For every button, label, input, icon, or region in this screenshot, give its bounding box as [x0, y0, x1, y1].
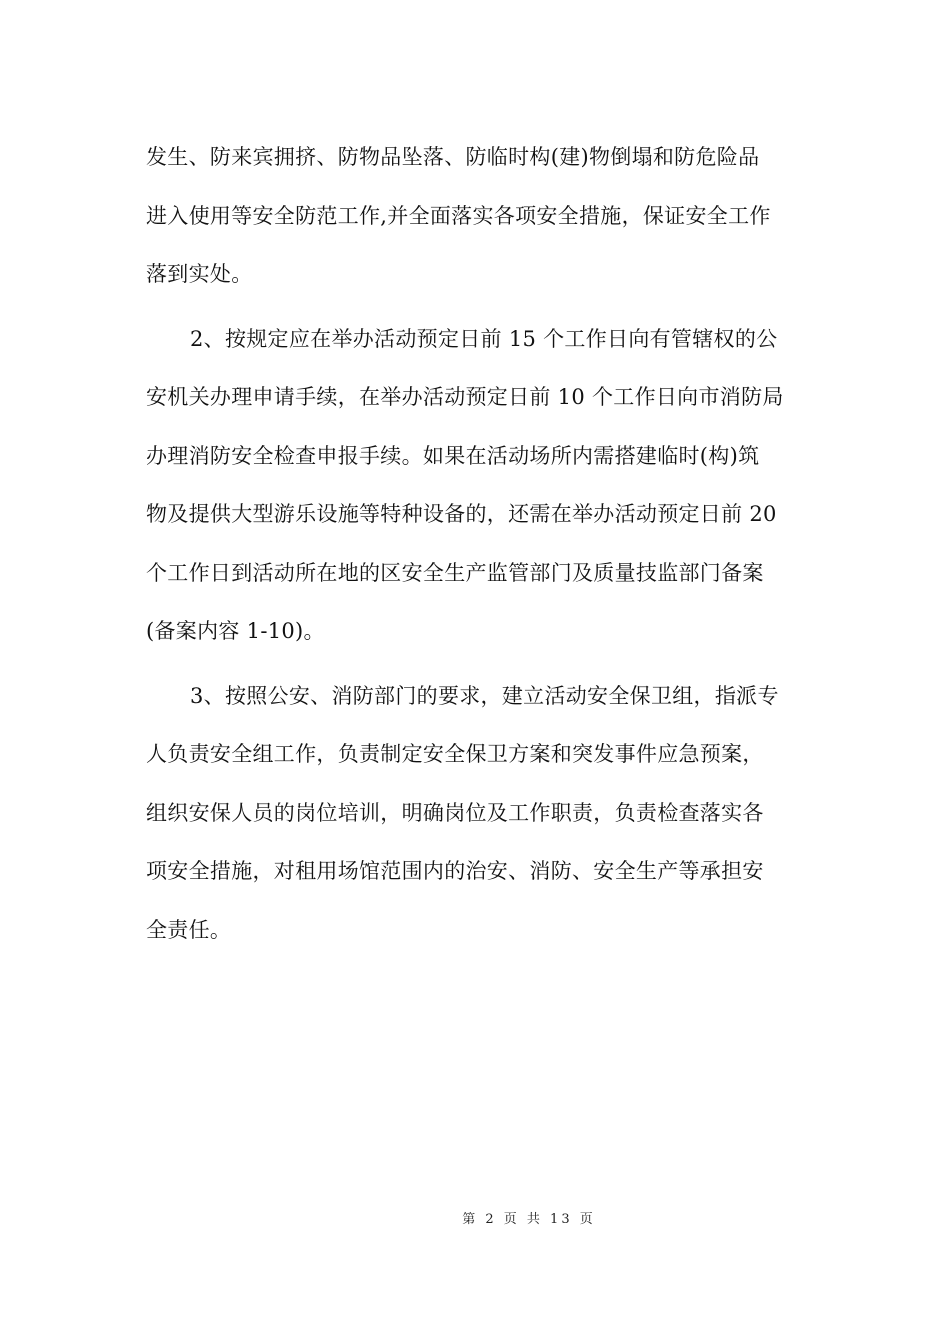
text-line: 发生、防来宾拥挤、防物品坠落、防临时构(建)物倒塌和防危险品 [146, 145, 760, 169]
text-line: 进入使用等安全防范工作,并全面落实各项安全措施，保证安全工作 [146, 203, 771, 228]
paragraph-start-line: 2、按规定应在举办活动预定日前 15 个工作日向有管辖权的公 [190, 326, 778, 351]
text-line: 全责任。 [146, 917, 232, 942]
body-text [146, 128, 808, 959]
text-line: 物及提供大型游乐设施等特种设备的，还需在举办活动预定日前 20 [146, 502, 777, 526]
paragraph-start-line: 3、按照公安、消防部门的要求，建立活动安全保卫组，指派专 [190, 683, 779, 708]
page-number-footer: 第 2 页 共 13 页 [462, 1212, 596, 1227]
text-line: 落到实处。 [146, 262, 253, 286]
text-line: 个工作日到活动所在地的区安全生产监管部门及质量技监部门备案 [146, 560, 764, 585]
text-line: 办理消防安全检查申报手续。如果在活动场所内需搭建临时(构)筑 [146, 443, 760, 468]
text-line: 组织安保人员的岗位培训，明确岗位及工作职责，负责检查落实各 [146, 800, 764, 825]
text-line: 项安全措施，对租用场馆范围内的治安、消防、安全生产等承担安 [146, 859, 764, 883]
text-line: 人负责安全组工作，负责制定安全保卫方案和突发事件应急预案， [146, 742, 764, 766]
text-line: 安机关办理申请手续，在举办活动预定日前 10 个工作日向市消防局 [146, 385, 784, 409]
text-line: (备案内容 1-10)。 [146, 619, 325, 643]
